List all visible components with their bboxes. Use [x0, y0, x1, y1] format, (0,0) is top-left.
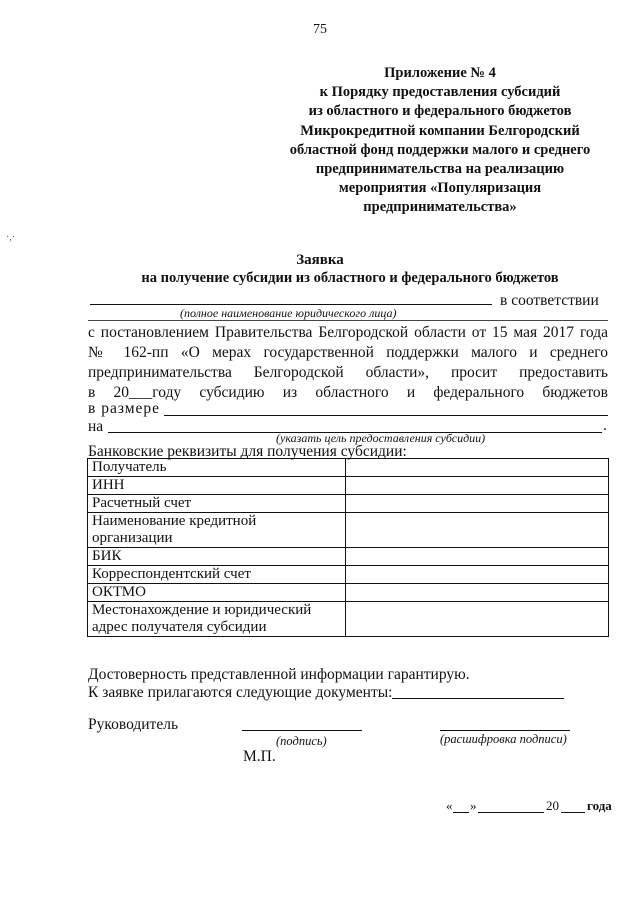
annex-line: областной фонд поддержки малого и среднего — [289, 141, 591, 158]
row-label: ОКТМО — [88, 584, 346, 602]
row-value-field[interactable] — [346, 459, 609, 477]
signature-decode-field[interactable] — [440, 730, 570, 731]
annex-line: из областного и федерального бюджетов — [308, 103, 572, 120]
body-line-4: в 20___году субсидию из областного и федерального бюджетов — [88, 384, 608, 401]
annex-line: мероприятия «Популяризация — [338, 180, 542, 197]
annex-header — [250, 64, 630, 218]
decode-hint: (расшифровка подписи) — [440, 732, 567, 746]
date-quote-close: » — [470, 798, 477, 813]
applicant-hint: (полное наименование юридического лица) — [180, 306, 397, 320]
page-number: 75 — [313, 22, 327, 37]
table-row — [88, 566, 609, 584]
form-title: Заявка — [296, 252, 344, 268]
row-label: БИК — [88, 548, 346, 566]
row-value-field[interactable] — [346, 602, 609, 637]
table-row — [88, 602, 609, 637]
date-day-field[interactable] — [453, 812, 469, 813]
applicant-name-field[interactable] — [90, 304, 492, 305]
guarantee-text: Достоверность представленной информации гарантирую. — [88, 666, 470, 683]
row-value-field[interactable] — [346, 495, 609, 513]
signature-field[interactable] — [242, 730, 362, 731]
body-line-3: предпринимательства Белгородской области», просит предоставить — [88, 364, 608, 381]
annex-line: к Порядку предоставления субсидий — [319, 84, 561, 101]
date-quote-open: « — [446, 798, 453, 813]
attachments-field[interactable] — [392, 698, 564, 699]
row-value-field[interactable] — [346, 566, 609, 584]
bank-heading: Банковские реквизиты для получения субсидии: — [88, 443, 407, 460]
body-line-2: № 162-пп «О мерах государственной поддержки малого и среднего — [88, 344, 608, 361]
signature-hint: (подпись) — [276, 734, 327, 748]
date-month-field[interactable] — [478, 812, 544, 813]
table-row — [88, 477, 609, 495]
date-suffix: года — [587, 798, 612, 813]
form-subtitle: на получение субсидии из областного и федерального бюджетов — [141, 270, 559, 286]
purpose-period: . — [603, 417, 607, 434]
row-label: Расчетный счет — [88, 495, 346, 513]
row-value-field[interactable] — [346, 513, 609, 548]
annex-line: Приложение № 4 — [384, 65, 496, 81]
amount-label: в размере — [88, 400, 161, 417]
date-year-field[interactable] — [561, 812, 585, 813]
row-label: Получатель — [88, 459, 346, 477]
table-row — [88, 548, 609, 566]
row-value-field[interactable] — [346, 584, 609, 602]
bank-requisites-table — [87, 458, 609, 637]
table-row — [88, 459, 609, 477]
table-row — [88, 513, 609, 548]
attachments-label: К заявке прилагаются следующие документы: — [88, 684, 393, 701]
scan-mark: ·,· — [6, 232, 16, 243]
purpose-hint: (указать цель предоставления субсидии) — [276, 431, 486, 445]
stamp-label: М.П. — [243, 748, 276, 765]
annex-line: предпринимательства на реализацию — [315, 161, 565, 178]
purpose-label: на — [88, 418, 104, 435]
amount-field[interactable] — [164, 415, 608, 416]
row-label: Наименование кредитной организации — [88, 513, 346, 548]
annex-line: Микрокредитной компании Белгородский — [300, 122, 580, 139]
table-row — [88, 584, 609, 602]
body-line-1: с постановлением Правительства Белгородской области от 15 мая 2017 года — [88, 324, 608, 341]
row-label: Корреспондентский счет — [88, 566, 346, 584]
row-label: ИНН — [88, 477, 346, 495]
row-label: Местонахождение и юридический адрес получателя субсидии — [88, 602, 346, 637]
date-year-prefix: 20 — [546, 798, 559, 813]
annex-line: предпринимательства» — [363, 199, 517, 216]
applicant-suffix: в соответствии — [500, 292, 599, 309]
row-value-field[interactable] — [346, 548, 609, 566]
row-value-field[interactable] — [346, 477, 609, 495]
head-label: Руководитель — [88, 716, 179, 733]
table-row — [88, 495, 609, 513]
